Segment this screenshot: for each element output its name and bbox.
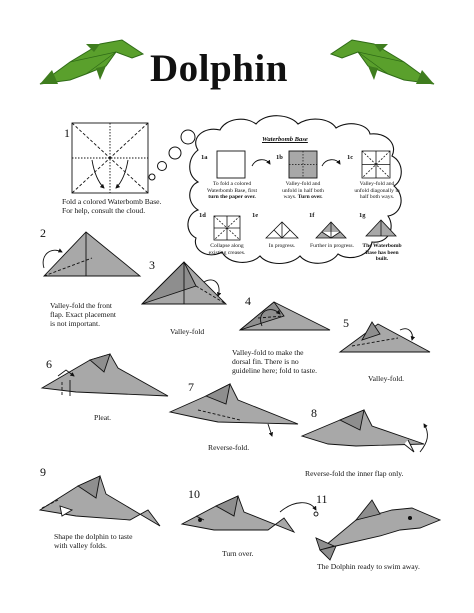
- caption-line: with valley folds.: [54, 541, 107, 550]
- substep-1b-caption: [280, 181, 326, 201]
- substep-1c-diagram: [362, 151, 390, 178]
- substep-text: In progress.: [268, 243, 296, 249]
- caption-line: For help, consult the cloud.: [62, 206, 146, 215]
- caption-line: The Dolphin ready to swim away.: [317, 562, 420, 571]
- caption-line: guideline here; fold to taste.: [232, 366, 317, 375]
- substep-bold-text: Turn over.: [297, 194, 323, 201]
- step-10-caption: [222, 549, 253, 558]
- step-9-diagram: [40, 476, 160, 526]
- substep-bold-text: The Waterbomb Base has been built.: [362, 243, 402, 263]
- substep-text: Collapse along existing creases.: [208, 243, 246, 256]
- step-2-number: 2: [40, 226, 46, 240]
- step-1-number: 1: [64, 126, 70, 140]
- step-7-caption: [208, 443, 249, 452]
- substep-text: Valley-fold and unfold diagonally in half both ways.: [354, 181, 400, 201]
- step-8-number: 8: [311, 406, 317, 420]
- substep-1e-number: 1e: [252, 212, 259, 219]
- step-5-caption: [368, 374, 404, 383]
- caption-line: Turn over.: [222, 549, 254, 558]
- caption-line: Pleat.: [94, 413, 112, 422]
- step-1-caption: [62, 197, 161, 215]
- substep-text: Further in progress.: [310, 243, 354, 249]
- substep-bold-text: turn the paper over.: [208, 194, 256, 201]
- step-3-number: 3: [149, 258, 155, 272]
- step-4-caption: [232, 348, 317, 375]
- substep-1c-caption: [352, 181, 402, 201]
- step-11-number: 11: [316, 492, 328, 506]
- substep-1f-number: 1f: [309, 212, 315, 219]
- caption-line: Valley-fold to make the: [232, 348, 304, 357]
- substep-1d-diagram: [214, 216, 240, 240]
- caption-line: flap. Exact placement: [50, 310, 116, 319]
- caption-line: dorsal fin. There is no: [232, 357, 299, 366]
- substep-1g-caption: [360, 243, 404, 263]
- substep-1a-number: 1a: [201, 154, 208, 161]
- substep-1a-caption: [206, 181, 258, 201]
- thought-bubbles: [149, 130, 195, 180]
- turn-over-arrow-icon: [280, 503, 318, 516]
- step-5-number: 5: [343, 316, 349, 330]
- step-3-caption: [170, 327, 204, 336]
- caption-line: Fold a colored Waterbomb Base.: [62, 197, 162, 206]
- step-10-number: 10: [188, 487, 200, 501]
- cloud-title: Waterbomb Base: [262, 136, 308, 143]
- substep-1d-caption: [204, 243, 250, 256]
- green-dolphin-left-icon: [40, 40, 143, 84]
- caption-line: Reverse-fold.: [208, 443, 250, 452]
- step-8-diagram: [302, 410, 427, 452]
- substep-1g-number: 1g: [359, 212, 366, 219]
- step-7-number: 7: [188, 380, 194, 394]
- caption-line: is not important.: [50, 319, 100, 328]
- caption-line: Shape the dolphin to taste: [54, 532, 133, 541]
- step-6-number: 6: [46, 357, 52, 371]
- step-11-caption: [317, 562, 420, 571]
- step-4-number: 4: [245, 294, 251, 308]
- substep-1f-caption: [308, 243, 356, 250]
- step-11-diagram: [316, 500, 440, 560]
- substep-1d-number: 1d: [199, 212, 206, 219]
- substep-text: To fold a colored Waterbomb Base, first: [206, 181, 258, 194]
- caption-line: Valley-fold.: [368, 374, 405, 383]
- page-title: Dolphin: [150, 47, 288, 90]
- caption-line: Valley-fold: [170, 327, 205, 336]
- step-9-number: 9: [40, 465, 46, 479]
- step-6-diagram: [42, 354, 168, 396]
- substep-1b-number: 1b: [276, 154, 283, 161]
- substep-1e-caption: [260, 243, 304, 250]
- substep-1c-number: 1c: [347, 154, 354, 161]
- step-5-diagram: [340, 322, 430, 352]
- caption-line: Reverse-fold the inner flap only.: [305, 469, 404, 478]
- step-4-diagram: [240, 302, 330, 330]
- substep-1a-diagram: [217, 151, 245, 178]
- step-2-diagram: [43, 232, 140, 276]
- substep-text: Valley-fold and unfold in half both ways.: [282, 181, 324, 201]
- step-8-caption: [305, 469, 403, 478]
- green-dolphin-right-icon: [331, 40, 434, 84]
- step-1-diagram: [72, 123, 148, 193]
- caption-line: Valley-fold the front: [50, 301, 112, 310]
- step-2-caption: [50, 301, 116, 328]
- step-9-caption: [54, 532, 132, 550]
- step-6-caption: [94, 413, 111, 422]
